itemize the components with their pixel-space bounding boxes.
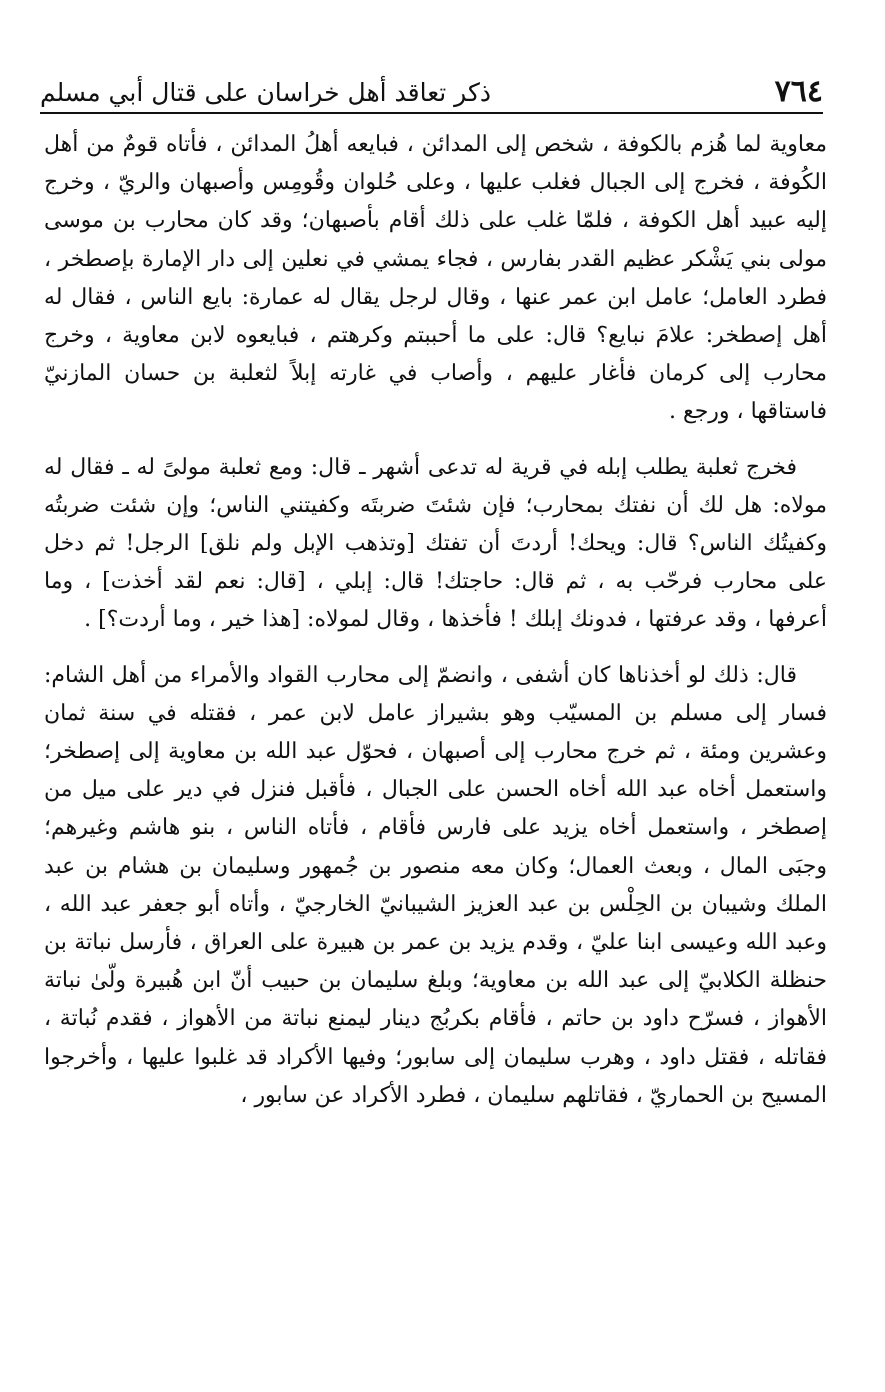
main-text — [44, 126, 827, 1115]
paragraph: معاوية لما هُزم بالكوفة ، شخص إلى المدائن ، فبايعه أهلُ المدائن ، فأتاه قومٌ من أهل الكُوفة ، فخرج إلى الجبال فغلب عليها ، وعلى حُلوان وقُومِس وأصبهان والريّ ، وخرج إليه عبيد أهل الكوفة ، فلمّا غلب على ذلك أقام بأصبهان؛ وقد كان محارب بن موسى مولى بني يَشْكر عظيم القدر بفارس ، فجاء يمشي في نعلين إلى دار الإمارة بإصطخر ، فطرد العامل؛ عامل ابن عمر عنها ، وقال لرجل يقال له عمارة: بايع الناس ، فقال له أهل إصطخر: علامَ نبايع؟ قال: على ما أحببتم وكرهتم ، فبايعوه لابن معاوية ، وخرج محارب إلى كرمان فأغار عليهم ، وأصاب في غارته إبلاً لثعلبة بن حسان المازنيّ فاستاقها ، ورجع . — [44, 132, 827, 425]
paragraph: قال: ذلك لو أخذناها كان أشفى ، وانضمّ إلى محارب القواد والأمراء من أهل الشام: فسار إلى مسلم بن المسيّب وهو بشيراز عامل لابن عمر ، فقتله في سنة ثمان وعشرين ومئة ، ثم خرج محارب إلى أصبهان ، فحوّل عبد الله بن معاوية إلى إصطخر؛ واستعمل أخاه عبد الله أخاه الحسن على الجبال ، فأقبل فنزل في دير على ميل من إصطخر ، واستعمل أخاه يزيد على فارس فأقام ، فأتاه الناس ، بنو هاشم وغيرهم؛ وجبَى المال ، وبعث العمال؛ وكان معه منصور بن جُمهور وسليمان بن هشام بن عبد الملك وشيبان بن الحِلْس بن عبد العزيز الشيبانيّ الخارجيّ ، وأتاه أبو جعفر عبد الله ، وعبد الله وعيسى ابنا عليّ ، وقدم يزيد بن عمر بن هبيرة على العراق ، فأرسل نباتة بن حنظلة الكلابيّ إلى عبد الله بن معاوية؛ وبلغ سليمان بن حبيب أنّ ابن هُبيرة ولّىٰ نباتة الأهواز ، فسرّح داود بن حاتم ، فأقام بكربُج دينار ليمنع نباتة من الأهواز ، فقدم نُباتة ، فقاتله ، فقتل داود ، وهرب سليمان إلى سابور؛ وفيها الأكراد قد غلبوا عليها ، وأخرجوا المسيح بن الحماريّ ، فقاتلهم سليمان ، فطرد الأكراد عن سابور ، — [44, 662, 827, 1108]
running-title: ذكر تعاقد أهل خراسان على قتال أبي مسلم — [40, 78, 492, 107]
paragraph: فخرج ثعلبة يطلب إبله في قرية له تدعى أشهر ـ قال: ومع ثعلبة مولىً له ـ فقال له مولاه: هل لك أن نفتك بمحارب؛ فإن شئتَ ضربتَه وكفيتني الناس؛ وإن شئت ضربتُه وكفيتُك الناس؟ قال: ويحك! أردتَ أن تفتك [وتذهب الإبل ولم نلق] الرجل! ثم دخل على محارب فرحّب به ، ثم قال: حاجتك! قال: إبلي ، [قال: نعم لقد أخذت] ، وما أعرفها ، وقد عرفتها ، فدونك إبلك ! فأخذها ، وقال لمولاه: [هذا خير ، وما أردت؟] . — [44, 454, 827, 633]
page-number: ٧٦٤ — [774, 74, 823, 109]
header-rule — [40, 112, 823, 114]
page-header — [40, 66, 823, 110]
